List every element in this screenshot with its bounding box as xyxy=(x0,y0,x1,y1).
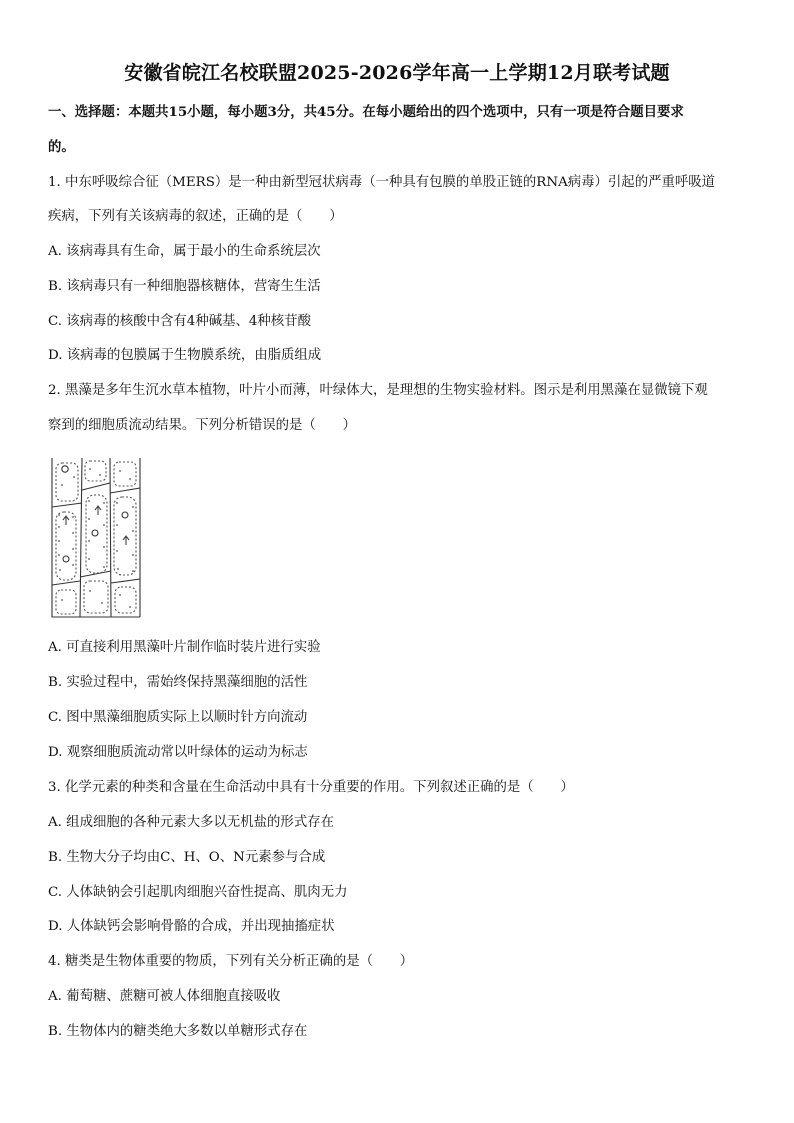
question-1-stem: 1. 中东呼吸综合征（MERS）是一种由新型冠状病毒（一种具有包膜的单股正链的RNA病毒）引起的严重呼吸道 xyxy=(48,175,716,190)
question-1-option-d: D. 该病毒的包膜属于生物膜系统，由脂质组成 xyxy=(48,348,322,363)
question-2-stem: 2. 黑藻是多年生沉水草本植物，叶片小而薄，叶绿体大，是理想的生物实验材料。图示是利用黑藻在显微镜下观 xyxy=(48,383,708,398)
question-1-option-a: A. 该病毒具有生命，属于最小的生命系统层次 xyxy=(48,244,321,259)
question-1-option-b: B. 该病毒只有一种细胞器核糖体，营寄生生活 xyxy=(48,279,321,294)
question-3-stem: 3. 化学元素的种类和含量在生命活动中具有十分重要的作用。下列叙述正确的是（ ） xyxy=(48,780,574,795)
elodea-cell-figure xyxy=(50,455,144,619)
question-3-option-c: C. 人体缺钠会引起肌肉细胞兴奋性提高、肌肉无力 xyxy=(48,885,348,900)
question-3-option-a: A. 组成细胞的各种元素大多以无机盐的形式存在 xyxy=(48,815,334,830)
question-2-option-a: A. 可直接利用黑藻叶片制作临时装片进行实验 xyxy=(48,640,321,655)
question-4-option-a: A. 葡萄糖、蔗糖可被人体细胞直接吸收 xyxy=(48,989,281,1004)
question-3-option-b: B. 生物大分子均由C、H、O、N元素参与合成 xyxy=(48,850,326,865)
question-4-option-b: B. 生物体内的糖类绝大多数以单糖形式存在 xyxy=(48,1024,308,1039)
question-2-option-b: B. 实验过程中，需始终保持黑藻细胞的活性 xyxy=(48,675,308,690)
question-3-option-d: D. 人体缺钙会影响骨骼的合成，并出现抽搐症状 xyxy=(48,919,335,934)
section-heading-cont: 的。 xyxy=(48,139,75,155)
question-1-option-c: C. 该病毒的核酸中含有4种碱基、4种核苷酸 xyxy=(48,314,311,329)
question-2-option-c: C. 图中黑藻细胞质实际上以顺时针方向流动 xyxy=(48,710,308,725)
section-heading: 一、选择题：本题共15小题，每小题3分，共45分。在每小题给出的四个选项中，只有一项是符合题目要求 xyxy=(48,104,684,120)
question-1-stem-cont: 疾病，下列有关该病毒的叙述，正确的是（ ） xyxy=(48,209,343,224)
question-2-option-d: D. 观察细胞质流动常以叶绿体的运动为标志 xyxy=(48,745,308,760)
question-4-stem: 4. 糖类是生物体重要的物质，下列有关分析正确的是（ ） xyxy=(48,954,414,969)
page-title: 安徽省皖江名校联盟2025-2026学年高一上学期12月联考试题 xyxy=(124,62,670,84)
question-2-stem-cont: 察到的细胞质流动结果。下列分析错误的是（ ） xyxy=(48,418,356,433)
